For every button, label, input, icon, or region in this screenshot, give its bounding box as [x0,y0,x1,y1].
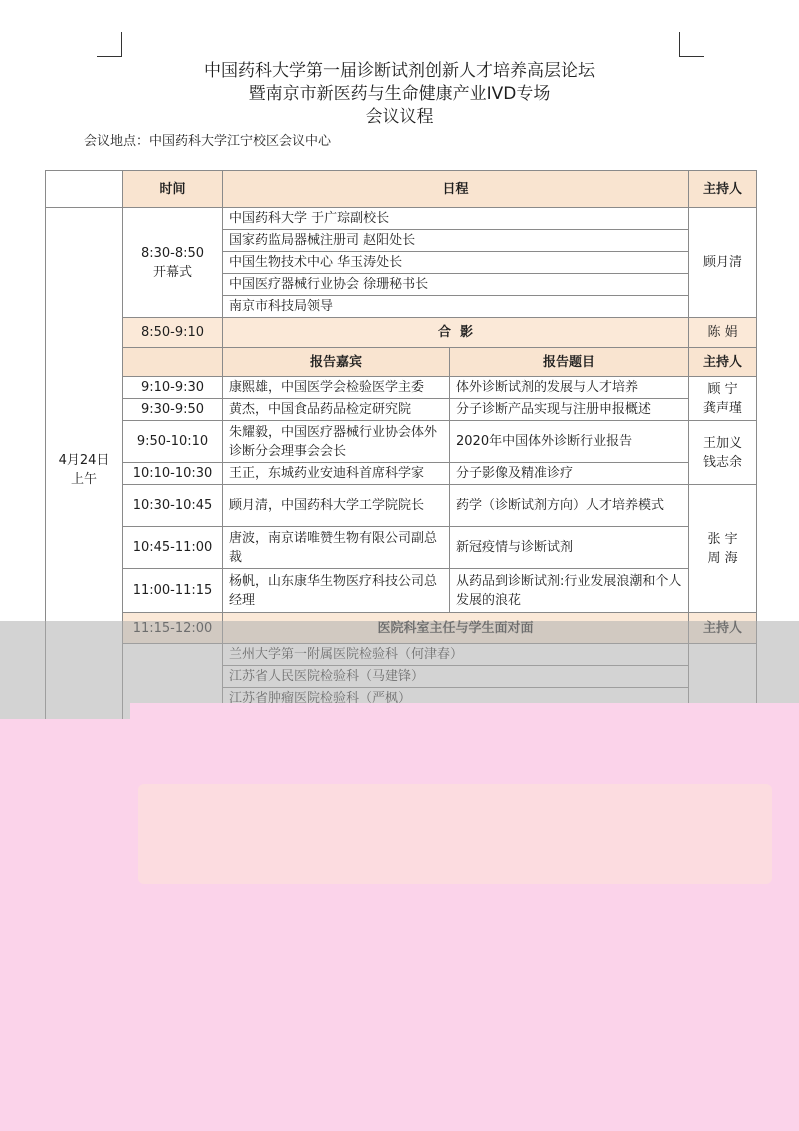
talk-topic: 药学（诊断试剂方向）人才培养模式 [450,485,689,527]
talk-guest: 杨帆，山东康华生物医疗科技公司总经理 [223,569,450,613]
table-row [46,399,757,421]
date-cell: 4月24日 上午 [46,208,123,732]
crop-mark-top-right [679,32,704,57]
table-row [46,377,757,399]
photo-time: 8:50-9:10 [123,318,223,348]
opening-speaker: 南京市科技局领导 [223,296,689,318]
talk-time: 11:00-11:15 [123,569,223,613]
talk-topic: 从药品到诊断试剂:行业发展浪潮和个人发展的浪花 [450,569,689,613]
talk-time: 10:10-10:30 [123,463,223,485]
title-line-2: 暨南京市新医药与生命健康产业IVD专场 [248,84,551,104]
talk-guest: 黄杰，中国食品药品检定研究院 [223,399,450,421]
title-line-1: 中国药科大学第一届诊断试剂创新人才培养高层论坛 [204,61,595,81]
crop-mark-top-left [97,32,122,57]
opening-speaker: 中国药科大学 于广琮副校长 [223,208,689,230]
blank-header-cell [46,171,123,208]
talk-topic: 分子诊断产品实现与注册申报概述 [450,399,689,421]
talk-time: 9:30-9:50 [123,399,223,421]
table-row [46,463,757,485]
opening-time: 8:30-8:50 开幕式 [123,208,223,318]
opening-speaker: 国家药监局器械注册司 赵阳处长 [223,230,689,252]
photo-label: 合 影 [223,318,689,348]
talk-time: 10:30-10:45 [123,485,223,527]
talk-guest: 唐波，南京诺唯赞生物有限公司副总裁 [223,527,450,569]
title-line-3: 会议议程 [365,107,434,127]
photo-host: 陈 娟 [689,318,757,348]
report-time-blank [123,348,223,377]
topic-header: 报告题目 [450,348,689,377]
talk-host: 顾 宁 龚声瑾 [689,377,757,421]
photo-row [46,318,757,348]
talk-topic: 新冠疫情与诊断试剂 [450,527,689,569]
table-row [46,485,757,527]
table-header-row [46,171,757,208]
host-header: 主持人 [689,171,757,208]
venue-text: 会议地点：中国药科大学江宁校区会议中心 [84,134,332,149]
talk-guest: 朱耀毅，中国医疗器械行业协会体外诊断分会理事会会长 [223,421,450,463]
talk-time: 9:10-9:30 [123,377,223,399]
talk-guest: 王正，东城药业安迪科首席科学家 [223,463,450,485]
table-row [46,569,757,613]
talk-guest: 顾月清，中国药科大学工学院院长 [223,485,450,527]
talk-host: 王加义 钱志余 [689,421,757,485]
peach-glitch-block [138,784,772,884]
table-row [46,527,757,569]
talk-guest: 康熙雄，中国医学会检验医学主委 [223,377,450,399]
talk-time: 10:45-11:00 [123,527,223,569]
schedule-header: 日程 [223,171,689,208]
time-header: 时间 [123,171,223,208]
report-host-header: 主持人 [689,348,757,377]
opening-row [46,208,757,230]
talk-time: 9:50-10:10 [123,421,223,463]
pink-glitch-area [0,719,799,1131]
table-row [46,421,757,463]
talk-host: 张 宇 周 海 [689,485,757,613]
opening-speaker: 中国医疗器械行业协会 徐珊秘书长 [223,274,689,296]
talk-topic: 体外诊断试剂的发展与人才培养 [450,377,689,399]
report-header-row [46,348,757,377]
talk-topic: 2020年中国体外诊断行业报告 [450,421,689,463]
guest-header: 报告嘉宾 [223,348,450,377]
opening-host: 顾月清 [689,208,757,318]
talk-topic: 分子影像及精准诊疗 [450,463,689,485]
opening-speaker: 中国生物技术中心 华玉涛处长 [223,252,689,274]
